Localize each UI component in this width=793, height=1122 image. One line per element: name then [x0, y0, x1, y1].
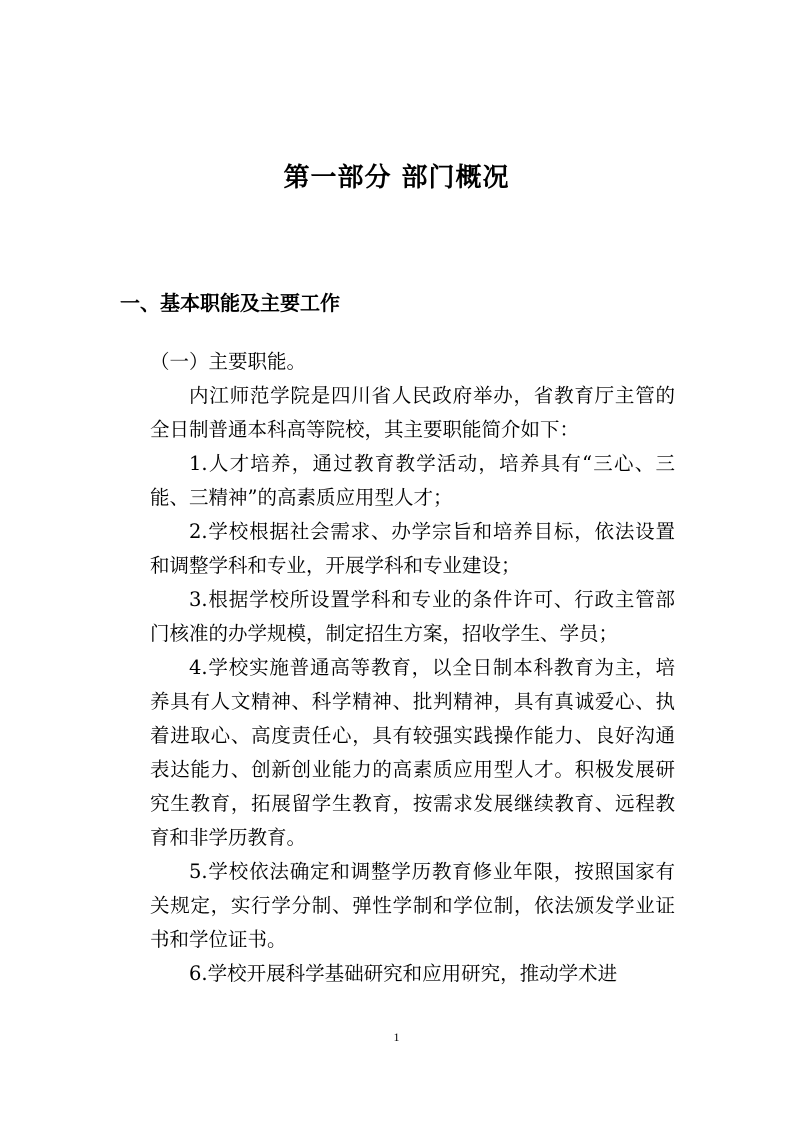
paragraph: 5.学校依法确定和调整学历教育修业年限，按照国家有关规定，实行学分制、弹性学制和学位制，依法颁发学业证书和学位证书。 [150, 860, 675, 951]
paragraph: 内江师范学院是四川省人民政府举办，省教育厅主管的全日制普通本科高等院校，其主要职能简介如下： [150, 384, 675, 441]
paragraph: 2.学校根据社会需求、办学宗旨和培养目标，依法设置和调整学科和专业，开展学科和专业建设； [150, 520, 675, 577]
page-number: 1 [393, 1030, 400, 1044]
section-heading: 一、基本职能及主要工作 [120, 291, 340, 315]
paragraph: 3.根据学校所设置学科和专业的条件许可、行政主管部门核准的办学规模，制定招生方案，招收学生、学员； [150, 588, 675, 645]
paragraph: 1.人才培养，通过教育教学活动，培养具有“三心、三能、三精神”的高素质应用型人才； [150, 452, 675, 509]
paragraph: 4.学校实施普通高等教育，以全日制本科教育为主，培养具有人文精神、科学精神、批判精神，具有真诚爱心、执着进取心、高度责任心，具有较强实践操作能力、良好沟通表达能力、创新创业能力的高素质应用型人才。积极发展研究生教育，拓展留学生教育，按需求发展继续教育、远程教育和非学历教育。 [150, 656, 675, 849]
paragraph: 6.学校开展科学基础研究和应用研究，推动学术进 [189, 962, 618, 985]
document-body [150, 345, 675, 991]
sub-heading: （一）主要职能。 [150, 350, 307, 373]
page-title: 第一部分 部门概况 [283, 163, 510, 193]
